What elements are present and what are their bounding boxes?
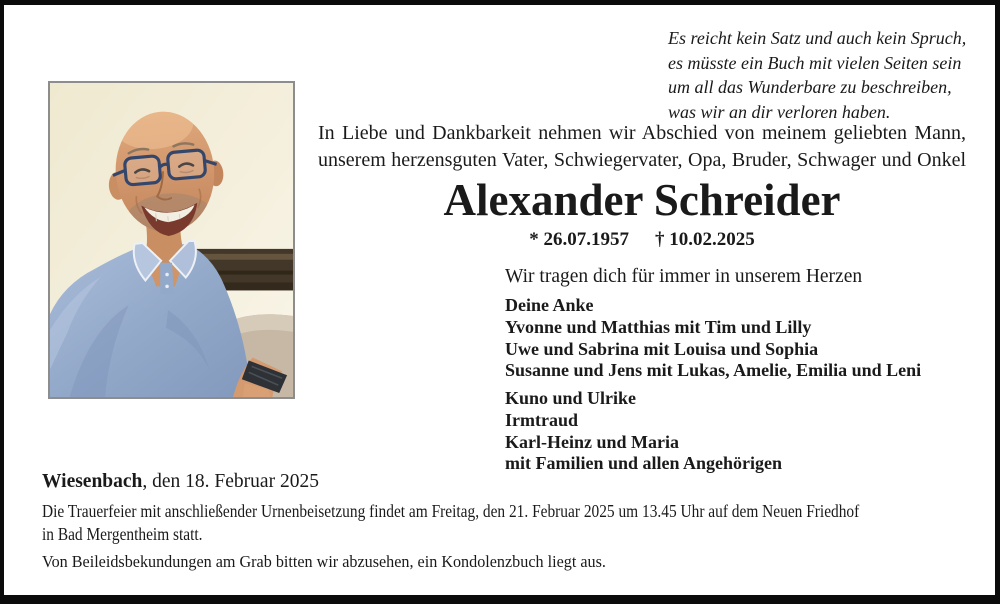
- deceased-name: Alexander Schreider: [443, 175, 841, 225]
- memorial-verse: [668, 26, 966, 124]
- portrait-photo: [48, 81, 295, 399]
- mourner-line: Uwe und Sabrina mit Louisa und Sophia: [505, 338, 819, 359]
- mourner-line: Karl-Heinz und Maria: [505, 431, 679, 452]
- place-name: Wiesenbach: [42, 471, 143, 492]
- place-and-date: [42, 471, 319, 493]
- mourner-line: mit Familien und allen Angehörigen: [505, 453, 783, 474]
- farewell-introduction: [318, 120, 966, 173]
- condolence-note: Von Beileidsbekundungen am Grab bitten wir abzusehen, ein Kondolenzbuch liegt aus.: [42, 552, 606, 571]
- funeral-line: Die Trauerfeier mit anschließender Urnenbeisetzung findet am Freitag, den 21. Februar 2025 um 13.45 Uhr auf dem Neuen Friedhof: [42, 501, 860, 521]
- verse-line: Es reicht kein Satz und auch kein Spruch,: [668, 28, 967, 48]
- mourners-family-list: [505, 295, 921, 382]
- date-text: , den 18. Februar 2025: [142, 471, 319, 492]
- mourner-line: Yvonne und Matthias mit Tim und Lilly: [505, 316, 812, 337]
- verse-line: es müsste ein Buch mit vielen Seiten sein: [668, 52, 962, 73]
- mourner-line: Irmtraud: [505, 409, 578, 430]
- life-dates: [318, 229, 966, 251]
- tribute-line: Wir tragen dich für immer in unserem Herzen: [505, 266, 863, 287]
- birth-date: * 26.07.1957: [529, 229, 629, 250]
- death-date: † 10.02.2025: [655, 229, 755, 250]
- mourner-line: Susanne und Jens mit Lukas, Amelie, Emilia und Leni: [505, 360, 922, 381]
- portrait-illustration: [50, 83, 293, 397]
- funeral-line: in Bad Mergentheim statt.: [42, 523, 203, 544]
- funeral-information: [42, 500, 859, 545]
- mourner-line: Deine Anke: [505, 295, 594, 315]
- verse-line: was wir an dir verloren haben.: [668, 101, 891, 122]
- verse-line: um all das Wunderbare zu beschreiben,: [668, 77, 952, 97]
- mourners-relatives-list: [505, 388, 782, 475]
- intro-line: In Liebe und Dankbarkeit nehmen wir Abschied von meinem geliebten Mann,: [318, 122, 966, 144]
- intro-line: unserem herzensguten Vater, Schwiegervater, Opa, Bruder, Schwager und Onkel: [318, 148, 966, 171]
- mourner-line: Kuno und Ulrike: [505, 388, 637, 408]
